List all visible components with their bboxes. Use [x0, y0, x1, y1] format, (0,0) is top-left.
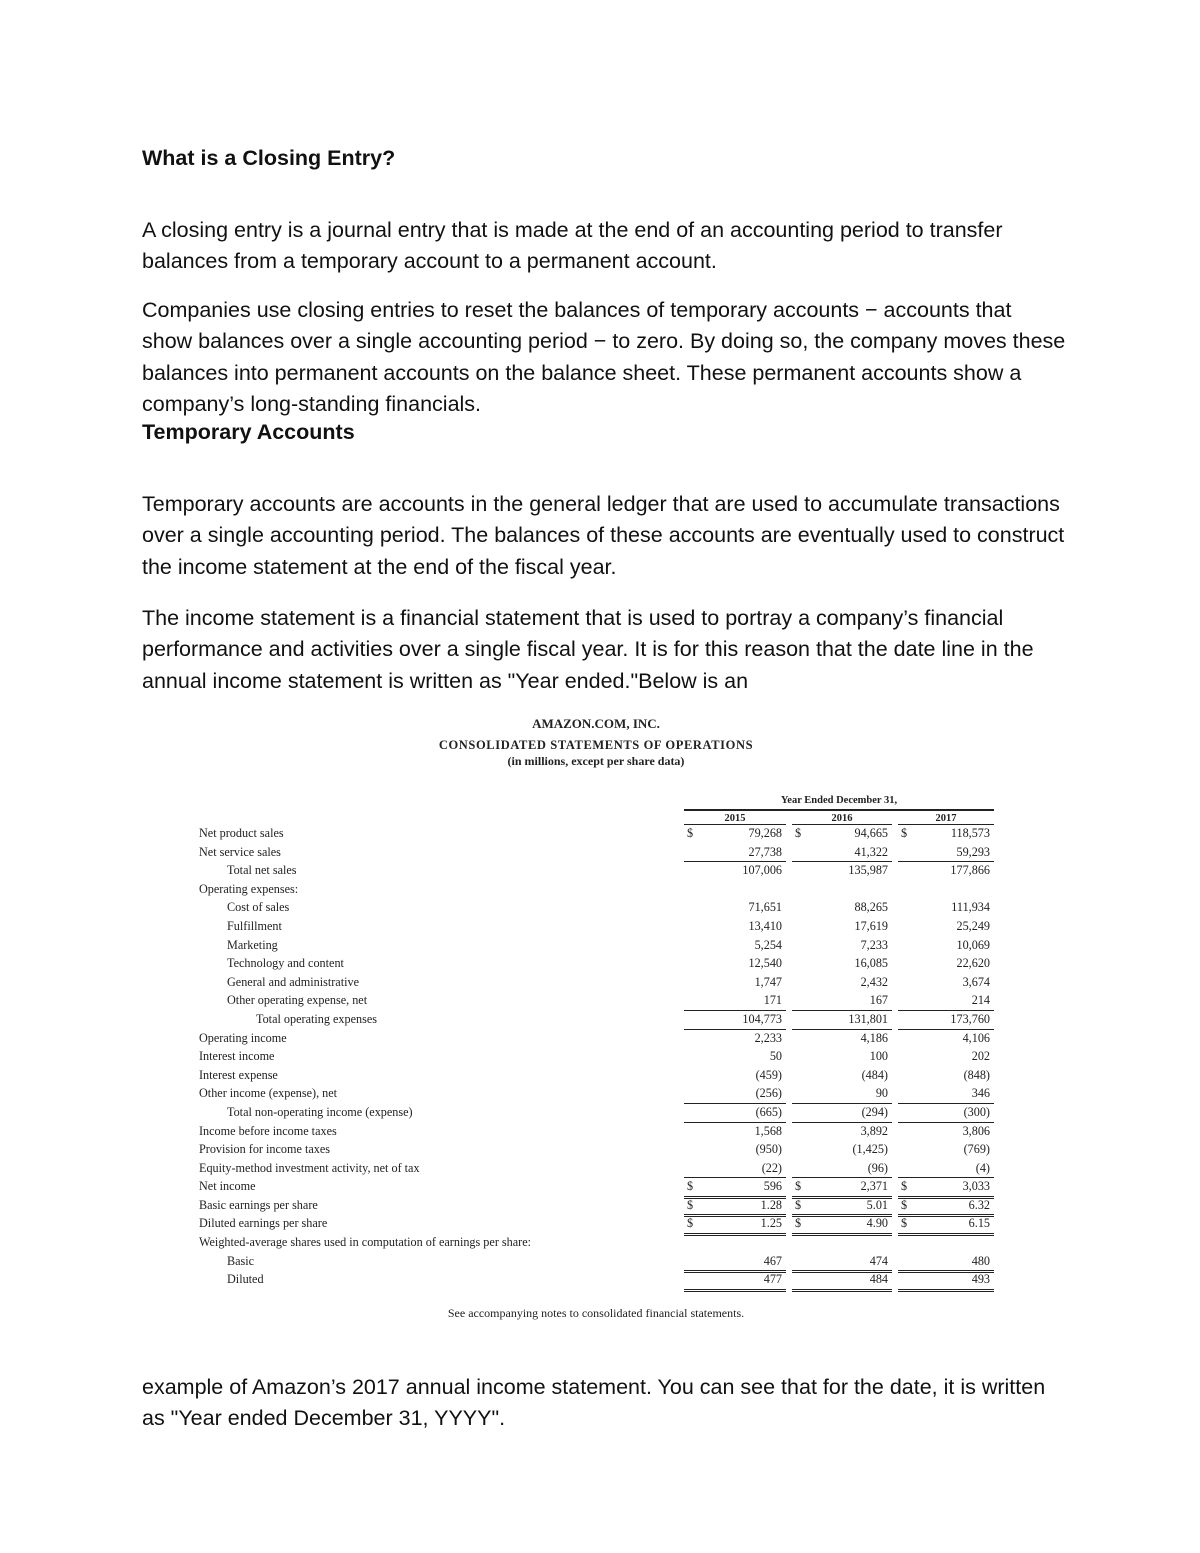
income-statement-image [196, 716, 996, 1326]
value-cell-2017 [898, 991, 994, 1011]
row-value: 214 [971, 993, 990, 1008]
statement-title: CONSOLIDATED STATEMENTS OF OPERATIONS [438, 738, 754, 752]
value-cell-2017 [898, 843, 994, 863]
statement-row [196, 1177, 996, 1196]
value-cell-2015 [684, 1066, 786, 1085]
statement-row [196, 898, 996, 917]
value-cell-2017 [898, 917, 994, 936]
dollar-sign: $ [795, 1197, 802, 1212]
value-cell-2016 [792, 1140, 892, 1159]
row-label: Weighted-average shares used in computation of earnings per share: [199, 1235, 532, 1250]
paragraph-income-statement: The income statement is a financial statement that is used to portray a company’s financial performance and activities over a single fiscal year. It is for this reason that the date line in the annual income statement is written as "Year ended."Below is an [142, 605, 1034, 693]
row-label: General and administrative [227, 974, 359, 989]
row-value: 6.15 [968, 1216, 990, 1231]
value-cell-2017 [898, 1103, 994, 1123]
value-cell-2017 [898, 1047, 994, 1066]
dollar-sign: $ [795, 826, 802, 840]
row-label: Basic [227, 1253, 255, 1268]
value-cell-2017 [898, 1122, 994, 1141]
year-header-2017: 2017 [935, 813, 957, 824]
statement-period-label: Year Ended December 31, [780, 795, 898, 806]
dollar-sign: $ [901, 826, 908, 840]
row-value: 27,738 [748, 844, 782, 859]
row-value: 3,033 [962, 1179, 990, 1194]
heading-closing-entry: What is a Closing Entry? [142, 146, 396, 170]
statement-row [196, 1196, 996, 1215]
row-value: 71,651 [748, 900, 782, 915]
value-cell-2015 [684, 1103, 786, 1123]
value-cell-2017 [898, 954, 994, 973]
row-label: Operating income [199, 1030, 287, 1045]
row-label: Technology and content [227, 956, 344, 971]
value-cell-2016 [792, 824, 892, 843]
row-value: 1.28 [760, 1197, 782, 1212]
value-cell-2017 [898, 1010, 994, 1030]
paragraph-definition: A closing entry is a journal entry that is made at the end of an accounting period to transfer balances from a temporary account to a permanent account. [142, 217, 1003, 273]
value-cell-2015 [684, 917, 786, 936]
statement-row [196, 1010, 996, 1029]
row-value: (96) [867, 1160, 888, 1175]
row-label: Provision for income taxes [199, 1142, 330, 1157]
row-label: Net service sales [199, 844, 281, 859]
value-cell-2017 [898, 1029, 994, 1048]
statement-row [196, 824, 996, 843]
row-value: 17,619 [854, 918, 888, 933]
value-cell-2015 [684, 936, 786, 955]
row-value: 50 [769, 1049, 782, 1064]
value-cell-2016 [792, 1159, 892, 1179]
statement-row [196, 1122, 996, 1141]
row-value: 10,069 [956, 937, 990, 952]
row-value: 16,085 [854, 956, 888, 971]
value-cell-2016 [792, 1047, 892, 1066]
value-cell-2016 [792, 1029, 892, 1048]
row-label: Other income (expense), net [199, 1086, 338, 1101]
row-value: 22,620 [956, 956, 990, 971]
dollar-sign: $ [901, 1179, 908, 1194]
statement-row [196, 1103, 996, 1122]
row-value: 171 [763, 993, 782, 1008]
statement-row [196, 880, 996, 899]
value-cell-2015 [684, 991, 786, 1011]
statement-row [196, 1270, 996, 1289]
value-cell-2015 [684, 861, 786, 880]
value-cell-2015 [684, 1159, 786, 1179]
row-value: 2,432 [860, 974, 888, 989]
row-value: (484) [861, 1067, 888, 1082]
value-cell-2016 [792, 1010, 892, 1030]
value-cell-2016 [792, 843, 892, 863]
value-cell-2015 [684, 1140, 786, 1159]
row-value: 2,371 [860, 1179, 888, 1194]
value-cell-2016 [792, 936, 892, 955]
row-label: Interest expense [199, 1067, 278, 1082]
statement-row [196, 843, 996, 862]
row-value: 474 [869, 1253, 888, 1268]
row-value: 107,006 [742, 863, 782, 878]
statement-footnote: See accompanying notes to consolidated financial statements. [447, 1306, 745, 1320]
row-value: 596 [763, 1179, 782, 1194]
row-label: Diluted earnings per share [199, 1216, 328, 1231]
statement-rows [196, 824, 996, 1289]
row-value: (294) [861, 1104, 888, 1119]
value-cell-2015 [684, 1029, 786, 1048]
statement-row [196, 1047, 996, 1066]
row-value: 1,568 [754, 1123, 782, 1138]
dollar-sign: $ [687, 826, 694, 840]
statement-row [196, 936, 996, 955]
value-cell-2016 [792, 1066, 892, 1085]
row-value: (1,425) [852, 1142, 888, 1157]
header-rule [684, 809, 994, 811]
row-value: (300) [963, 1104, 990, 1119]
statement-row [196, 1159, 996, 1178]
row-label: Cost of sales [227, 900, 290, 915]
row-value: 131,801 [848, 1011, 888, 1026]
row-value: 12,540 [748, 956, 782, 971]
row-value: 346 [971, 1086, 990, 1101]
row-value: 4.90 [866, 1216, 888, 1231]
paragraph-amazon-example: example of Amazon’s 2017 annual income statement. You can see that for the date, it is written as "Year ended December 31, YYYY". [142, 1374, 1046, 1430]
row-label: Basic earnings per share [199, 1197, 318, 1212]
paragraph-closing-purpose: Companies use closing entries to reset the balances of temporary accounts − accounts that show balances over a single accounting period − to zero. By doing so, the company moves these balances into permanent accounts on the balance sheet. These permanent accounts show a company’s long-standing financials. [142, 297, 1066, 416]
row-label: Total operating expenses [256, 1011, 377, 1026]
statement-row [196, 1233, 996, 1252]
row-value: 167 [869, 993, 888, 1008]
row-value: 7,233 [860, 937, 888, 952]
row-value: 1,747 [754, 974, 782, 989]
dollar-sign: $ [687, 1197, 694, 1212]
dollar-sign: $ [687, 1179, 694, 1194]
value-cell-2015 [684, 1122, 786, 1141]
row-value: (459) [755, 1067, 782, 1082]
statement-row [196, 1140, 996, 1159]
value-cell-2017 [898, 861, 994, 880]
row-value: 94,665 [854, 826, 888, 840]
statement-row [196, 1066, 996, 1085]
row-label: Fulfillment [227, 918, 282, 933]
row-value: 6.32 [968, 1197, 990, 1212]
year-header-2015: 2015 [724, 813, 746, 824]
row-value: 135,987 [848, 863, 888, 878]
value-cell-2016 [792, 1103, 892, 1123]
row-value: 493 [971, 1272, 990, 1287]
row-label: Equity-method investment activity, net of tax [199, 1160, 420, 1175]
value-cell-2015 [684, 1084, 786, 1104]
row-value: (769) [963, 1142, 990, 1157]
row-label: Total non-operating income (expense) [227, 1104, 413, 1119]
row-value: (665) [755, 1104, 782, 1119]
value-cell-2016 [792, 991, 892, 1011]
paragraph-temporary-accounts: Temporary accounts are accounts in the general ledger that are used to accumulate transactions over a single accounting period. The balances of these accounts are eventually used to construct the income statement at the end of the fiscal year. [142, 491, 1065, 579]
value-cell-2015 [684, 973, 786, 992]
value-cell-2017 [898, 824, 994, 843]
value-cell-2015 [684, 1047, 786, 1066]
row-value: 79,268 [748, 826, 782, 840]
value-cell-2015 [684, 954, 786, 973]
row-value: (848) [963, 1067, 990, 1082]
value-cell-2016 [792, 917, 892, 936]
value-cell-2017 [898, 1084, 994, 1104]
value-cell-2017 [898, 898, 994, 917]
value-cell-2015 [684, 1270, 786, 1292]
row-label: Net income [199, 1179, 256, 1194]
row-value: 173,760 [950, 1011, 990, 1026]
value-cell-2016 [792, 861, 892, 880]
row-value: (22) [761, 1160, 782, 1175]
value-cell-2016 [792, 1122, 892, 1141]
row-value: 25,249 [956, 918, 990, 933]
row-value: 202 [971, 1049, 990, 1064]
row-label: Interest income [199, 1049, 275, 1064]
statement-row [196, 1029, 996, 1048]
statement-row [196, 1252, 996, 1271]
statement-row [196, 861, 996, 880]
dollar-sign: $ [901, 1197, 908, 1212]
row-value: 4,106 [962, 1030, 990, 1045]
value-cell-2016 [792, 1270, 892, 1292]
statement-row [196, 1214, 996, 1233]
value-cell-2017 [898, 1140, 994, 1159]
value-cell-2015 [684, 1010, 786, 1030]
row-value: 59,293 [956, 844, 990, 859]
row-value: 3,674 [962, 974, 990, 989]
row-value: 3,892 [860, 1123, 888, 1138]
value-cell-2017 [898, 936, 994, 955]
row-value: 41,322 [854, 844, 888, 859]
heading-temporary-accounts: Temporary Accounts [142, 420, 355, 444]
row-value: 5,254 [754, 937, 782, 952]
dollar-sign: $ [901, 1216, 908, 1231]
statement-row [196, 1084, 996, 1103]
statement-row [196, 917, 996, 936]
value-cell-2017 [898, 1159, 994, 1179]
row-value: 2,233 [754, 1030, 782, 1045]
row-label: Total net sales [227, 863, 297, 878]
row-label: Diluted [227, 1272, 264, 1287]
statement-row [196, 973, 996, 992]
row-value: 88,265 [854, 900, 888, 915]
row-label: Income before income taxes [199, 1123, 337, 1138]
year-header-2016: 2016 [831, 813, 853, 824]
value-cell-2015 [684, 898, 786, 917]
row-label: Net product sales [199, 826, 284, 840]
dollar-sign: $ [687, 1216, 694, 1231]
value-cell-2015 [684, 843, 786, 863]
statement-row [196, 991, 996, 1010]
row-value: 484 [869, 1272, 888, 1287]
row-value: 118,573 [950, 826, 990, 840]
statement-row [196, 954, 996, 973]
value-cell-2016 [792, 1084, 892, 1104]
value-cell-2017 [898, 973, 994, 992]
row-value: 4,186 [860, 1030, 888, 1045]
row-value: 100 [869, 1049, 888, 1064]
value-cell-2016 [792, 973, 892, 992]
row-value: 5.01 [866, 1197, 888, 1212]
value-cell-2017 [898, 1270, 994, 1292]
row-label: Other operating expense, net [227, 993, 368, 1008]
row-value: 177,866 [950, 863, 990, 878]
row-value: 104,773 [742, 1011, 782, 1026]
value-cell-2015 [684, 824, 786, 843]
row-value: (950) [755, 1142, 782, 1157]
row-value: 3,806 [962, 1123, 990, 1138]
row-value: 480 [971, 1253, 990, 1268]
statement-units: (in millions, except per share data) [507, 754, 685, 768]
row-value: 467 [763, 1253, 782, 1268]
row-value: 111,934 [951, 900, 990, 915]
row-value: 1.25 [760, 1216, 782, 1231]
dollar-sign: $ [795, 1216, 802, 1231]
value-cell-2017 [898, 1066, 994, 1085]
row-value: (4) [975, 1160, 990, 1175]
row-value: (256) [755, 1086, 782, 1101]
value-cell-2016 [792, 898, 892, 917]
row-label: Marketing [227, 937, 278, 952]
value-cell-2016 [792, 954, 892, 973]
row-label: Operating expenses: [199, 881, 299, 896]
dollar-sign: $ [795, 1179, 802, 1194]
row-value: 90 [875, 1086, 888, 1101]
statement-company: AMAZON.COM, INC. [532, 716, 660, 731]
row-value: 477 [763, 1272, 782, 1287]
row-value: 13,410 [748, 918, 782, 933]
